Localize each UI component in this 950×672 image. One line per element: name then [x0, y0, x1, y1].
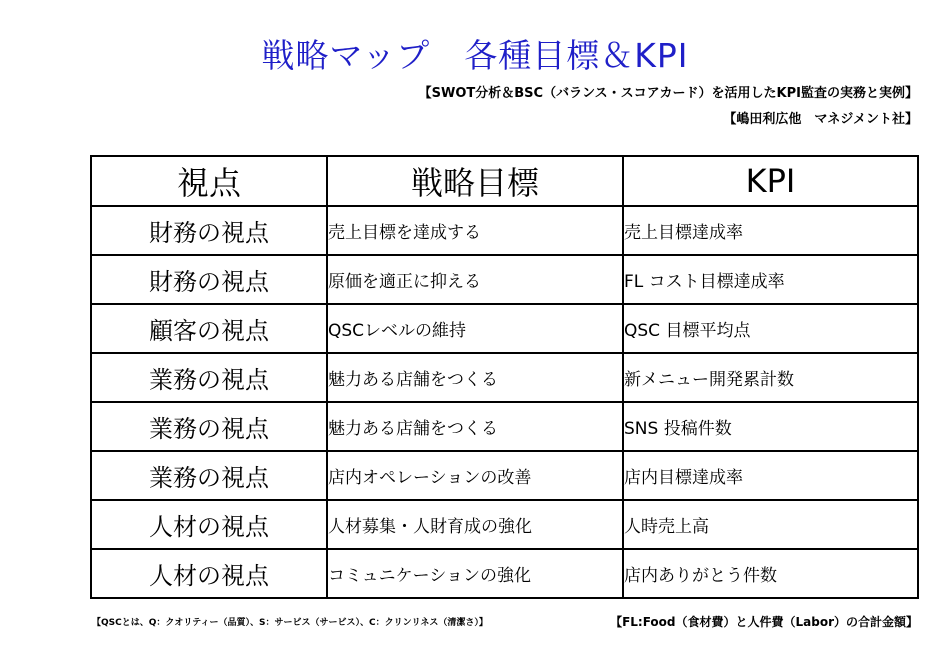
goal-cell: コミュニケーションの強化 — [327, 549, 623, 598]
table-row — [91, 304, 918, 353]
goal-cell: 原価を適正に抑える — [327, 255, 623, 304]
source-reference-author: 【嶋田利広他 マネジメント社】 — [723, 112, 918, 127]
kpi-cell: 売上目標達成率 — [623, 206, 918, 255]
goal-cell: 人材募集・人財育成の強化 — [327, 500, 623, 549]
kpi-cell: SNS 投稿件数 — [623, 402, 918, 451]
perspective-cell: 財務の視点 — [91, 255, 327, 304]
footnote-qsc: 【QSCとは、Q：クオリティー（品質）、S：サービス（サービス）、C：クリンリネス（清潔さ）】 — [92, 618, 488, 628]
footnote-fl: 【FL:Food（食材費）と人件費（Labor）の合計金額】 — [610, 615, 918, 629]
table-row — [91, 549, 918, 598]
goal-cell: 魅力ある店舗をつくる — [327, 353, 623, 402]
header-kpi: KPI — [623, 156, 918, 206]
header-strategic-goal: 戦略目標 — [327, 156, 623, 206]
table-row — [91, 353, 918, 402]
kpi-cell: QSC 目標平均点 — [623, 304, 918, 353]
table-row — [91, 500, 918, 549]
perspective-cell: 人材の視点 — [91, 500, 327, 549]
goal-cell: 店内オペレーションの改善 — [327, 451, 623, 500]
kpi-table — [90, 155, 919, 599]
perspective-cell: 人材の視点 — [91, 549, 327, 598]
goal-cell: 売上目標を達成する — [327, 206, 623, 255]
perspective-cell: 業務の視点 — [91, 451, 327, 500]
kpi-cell: 人時売上高 — [623, 500, 918, 549]
source-reference-book: 【SWOT分析＆BSC（バランス・スコアカード）を活用したKPI監査の実務と実例】 — [418, 86, 918, 101]
kpi-cell: 新メニュー開発累計数 — [623, 353, 918, 402]
table-row — [91, 451, 918, 500]
header-perspective: 視点 — [91, 156, 327, 206]
page-title: 戦略マップ 各種目標＆KPI — [261, 36, 689, 75]
table-row — [91, 402, 918, 451]
table-row — [91, 255, 918, 304]
goal-cell: 魅力ある店舗をつくる — [327, 402, 623, 451]
table-row — [91, 206, 918, 255]
kpi-cell: 店内目標達成率 — [623, 451, 918, 500]
kpi-cell: FL コスト目標達成率 — [623, 255, 918, 304]
goal-cell: QSCレベルの維持 — [327, 304, 623, 353]
perspective-cell: 業務の視点 — [91, 402, 327, 451]
perspective-cell: 財務の視点 — [91, 206, 327, 255]
perspective-cell: 顧客の視点 — [91, 304, 327, 353]
kpi-cell: 店内ありがとう件数 — [623, 549, 918, 598]
perspective-cell: 業務の視点 — [91, 353, 327, 402]
table-header-row — [91, 156, 918, 206]
